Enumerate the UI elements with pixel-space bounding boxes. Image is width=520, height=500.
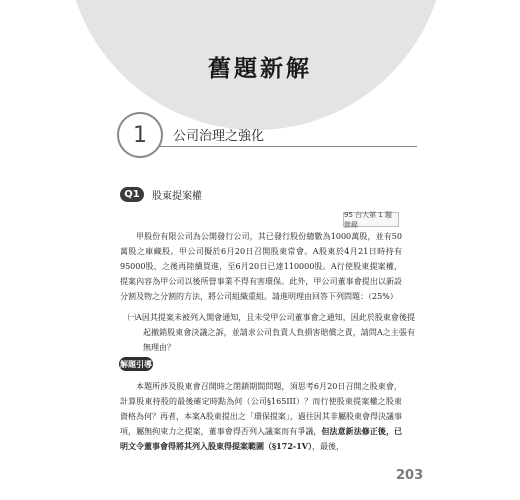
question-sub-item: ㈠A因其提案未被列入開會通知，且未受甲公司董事會之通知，因此於股東會後提起撤銷股東會決議之訴，並請求公司負責人負損害賠償之責，請問A之主張有無理由？: [128, 313, 415, 352]
analysis-badge: 解題引導: [119, 357, 153, 371]
chapter-title: 公司治理之強化: [173, 129, 265, 144]
analysis-body-tail: ，最後，: [311, 442, 344, 451]
page-number: 203: [396, 468, 424, 483]
analysis-body-emphasis: 但法意新法修正後，已明文令董事會得將其列入股東得提案範圍（§172-1V）: [120, 426, 402, 451]
chapter-number-circle: 1: [117, 112, 163, 158]
page-header-title: 舊題新解: [208, 55, 312, 82]
question-badge: Q1: [120, 187, 144, 202]
analysis-body-text: 本題所涉及股東會召開時之閉鎖期間問題，須思考6月20日召開之股東會，計算股東持股的最後確定時點為何（公司§165III）？而行使股東提案權之股東資格為何？再者，本案A股東提出之「環保提案」，過往因其非屬股東會得決議事項，屬無拘束力之提案，董事會得否列入議案而有爭議，: [120, 382, 402, 436]
chapter-underline: [157, 146, 417, 147]
chapter-heading: [117, 112, 417, 162]
analysis-body: [120, 379, 402, 454]
exam-source-tag: 95 台大第 1 題節錄: [343, 212, 399, 227]
question-body: 甲股份有限公司為公開發行公司，其已發行股份總數為1000萬股，並有50萬股之庫藏股。甲公司擬於6月20日召開股東常會。A股東於4月21日時持有95000股，之後再陸續買進，至6月20日已達110000股。A行使股東提案權，提案內容為甲公司以後所營事業不得有害環保。此外，甲公司董事會提出以新設分割及物之分割的方法，將公司組織重組。請進明理由回答下列問題：（25%）: [120, 232, 402, 301]
question-title: 股東提案權: [152, 191, 202, 202]
